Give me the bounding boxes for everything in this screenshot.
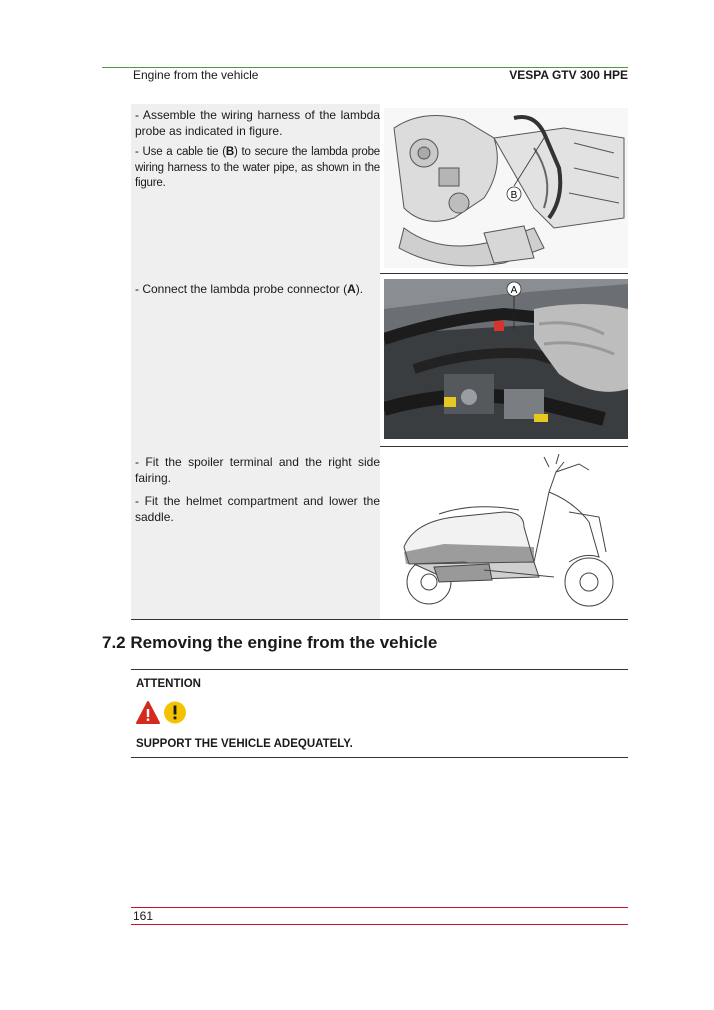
step-text-cell — [131, 446, 380, 619]
warning-text: SUPPORT THE VEHICLE ADEQUATELY. — [136, 738, 353, 750]
caution-exclamation-icon — [164, 702, 186, 724]
step-paragraph: - Assemble the wiring harness of the lambda probe as indicated in figure. — [135, 108, 380, 138]
step-row — [131, 104, 628, 274]
callout-a-label: A — [510, 285, 518, 296]
attention-box-top-rule — [131, 669, 628, 670]
step-row — [131, 273, 628, 447]
step-paragraph: - Fit the spoiler terminal and the right side fairing. — [135, 455, 380, 485]
footer-bottom-rule — [131, 924, 628, 925]
attention-label: ATTENTION — [136, 678, 201, 690]
page-number: 161 — [133, 909, 154, 923]
step-text-cell — [131, 104, 380, 273]
footer-top-rule — [131, 907, 628, 908]
step-paragraph: - Fit the helmet compartment and lower the saddle. — [135, 494, 380, 524]
step-paragraph: - Use a cable tie (B) to secure the lambda probe wiring harness to the water pipe, as shown in the figure. — [135, 146, 380, 189]
step-paragraph: - Connect the lambda probe connector (A). — [135, 282, 364, 296]
engine-lambda-harness-figure — [384, 108, 628, 268]
attention-box-bottom-rule — [131, 757, 628, 758]
warning-icons — [136, 700, 190, 731]
lambda-connector-photo — [384, 279, 628, 439]
section-title: 7.2 Removing the engine from the vehicle — [102, 633, 438, 652]
step-text-cell — [131, 273, 380, 446]
scooter-side-view-figure — [384, 452, 628, 612]
step-row — [131, 446, 628, 620]
warning-triangle-icon — [137, 702, 159, 723]
callout-b-label: B — [510, 190, 518, 201]
header-chapter: Engine from the vehicle — [133, 68, 259, 82]
header-model: VESPA GTV 300 HPE — [509, 68, 628, 82]
